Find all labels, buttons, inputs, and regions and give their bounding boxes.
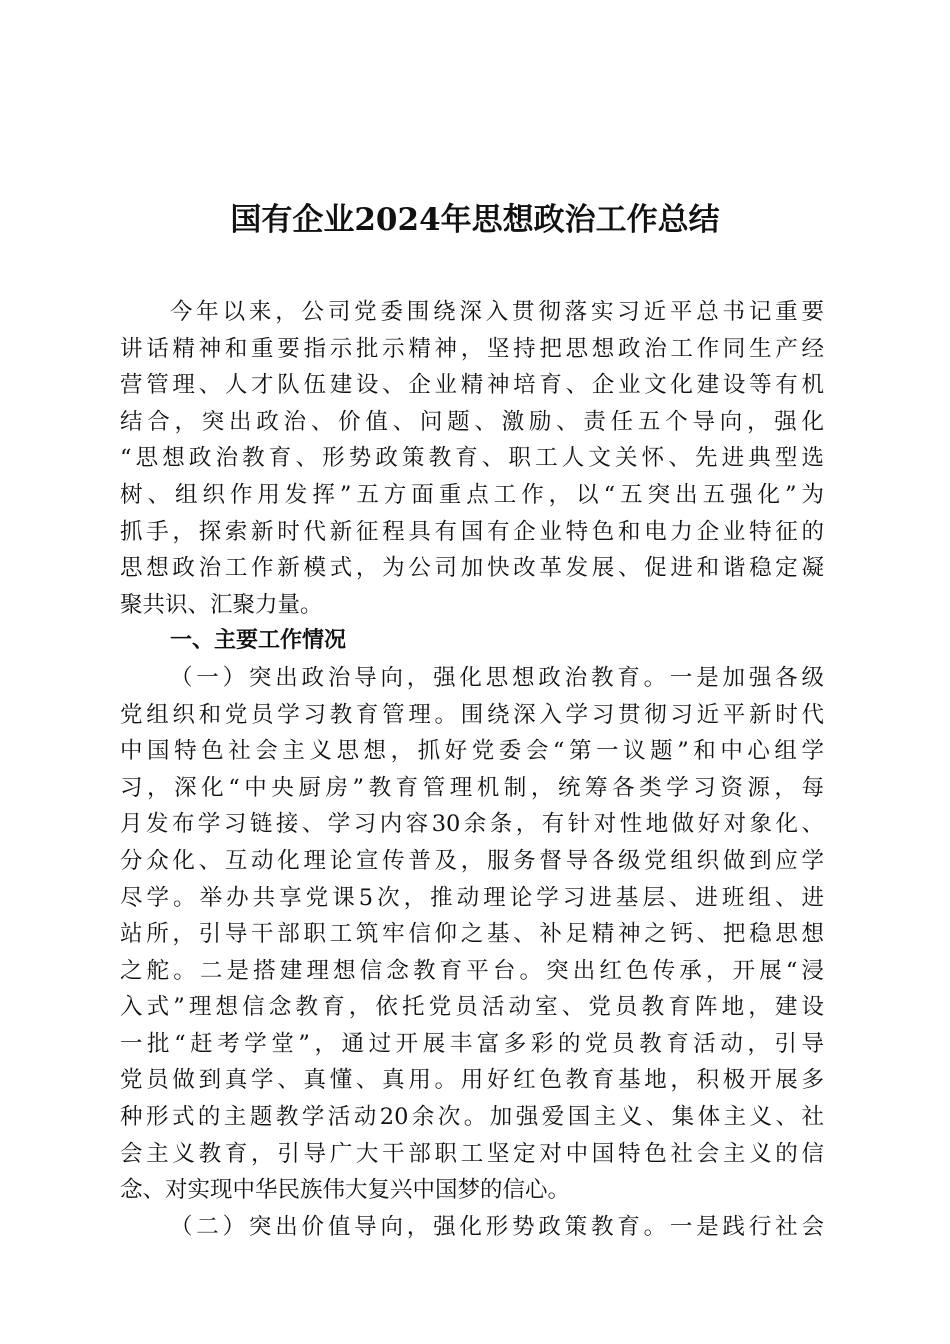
paragraph-line: 思想政治工作新模式，为公司加快改革发展、促进和谐稳定凝	[120, 555, 824, 582]
paragraph-line: 尽学。举办共享党课5次，推动理论学习进基层、进班组、进	[120, 884, 824, 911]
paragraph-line: 站所，引导干部职工筑牢信仰之基、补足精神之钙、把稳思想	[120, 921, 824, 948]
paragraph-line: 今年以来，公司党委围绕深入贯彻落实习近平总书记重要	[170, 299, 824, 325]
paragraph-line: 党组织和党员学习教育管理。围绕深入学习贯彻习近平新时代	[120, 701, 824, 728]
document-body	[120, 294, 824, 1245]
paragraph-line: 树、组织作用发挥”五方面重点工作，以“五突出五强化”为	[120, 481, 824, 508]
document-title: 国有企业2024年思想政治工作总结	[230, 202, 720, 238]
paragraph-line: 党员做到真学、真懂、真用。用好红色教育基地，积极开展多	[120, 1067, 824, 1094]
paragraph-line: 种形式的主题教学活动20余次。加强爱国主义、集体主义、社	[120, 1104, 824, 1131]
paragraph-line: 入式”理想信念教育，依托党员活动室、党员教育阵地，建设	[120, 994, 824, 1021]
paragraph-line: 讲话精神和重要指示批示精神，坚持把思想政治工作同生产经	[120, 335, 824, 362]
paragraph-line: （一）突出政治导向，强化思想政治教育。一是加强各级	[170, 664, 824, 691]
paragraph-line: （二）突出价值导向，强化形势政策教育。一是践行社会	[170, 1213, 824, 1240]
paragraph-line: 一批“赶考学堂”，通过开展丰富多彩的党员教育活动，引导	[120, 1030, 824, 1057]
paragraph-line: 月发布学习链接、学习内容30余条，有针对性地做好对象化、	[120, 811, 824, 838]
paragraph-line: 结合，突出政治、价值、问题、激励、责任五个导向，强化	[120, 408, 824, 435]
paragraph-line: “思想政治教育、形势政策教育、职工人文关怀、先进典型选	[120, 445, 824, 472]
paragraph-line: 念、对实现中华民族伟大复兴中国梦的信心。	[120, 1177, 571, 1204]
paragraph-line: 抓手，探索新时代新征程具有国有企业特色和电力企业特征的	[120, 518, 824, 545]
paragraph-line: 之舵。二是搭建理想信念教育平台。突出红色传承，开展“浸	[120, 957, 824, 984]
section-heading: 一、主要工作情况	[170, 628, 347, 654]
paragraph-line: 中国特色社会主义思想，抓好党委会“第一议题”和中心组学	[120, 738, 824, 765]
paragraph-line: 习，深化“中央厨房”教育管理机制，统筹各类学习资源，每	[120, 774, 824, 801]
paragraph-line: 营管理、人才队伍建设、企业精神培育、企业文化建设等有机	[120, 372, 824, 399]
paragraph-line: 聚共识、汇聚力量。	[120, 591, 323, 618]
paragraph-line: 分众化、互动化理论宣传普及，服务督导各级党组织做到应学	[120, 847, 824, 874]
paragraph-line: 会主义教育，引导广大干部职工坚定对中国特色社会主义的信	[120, 1140, 824, 1167]
